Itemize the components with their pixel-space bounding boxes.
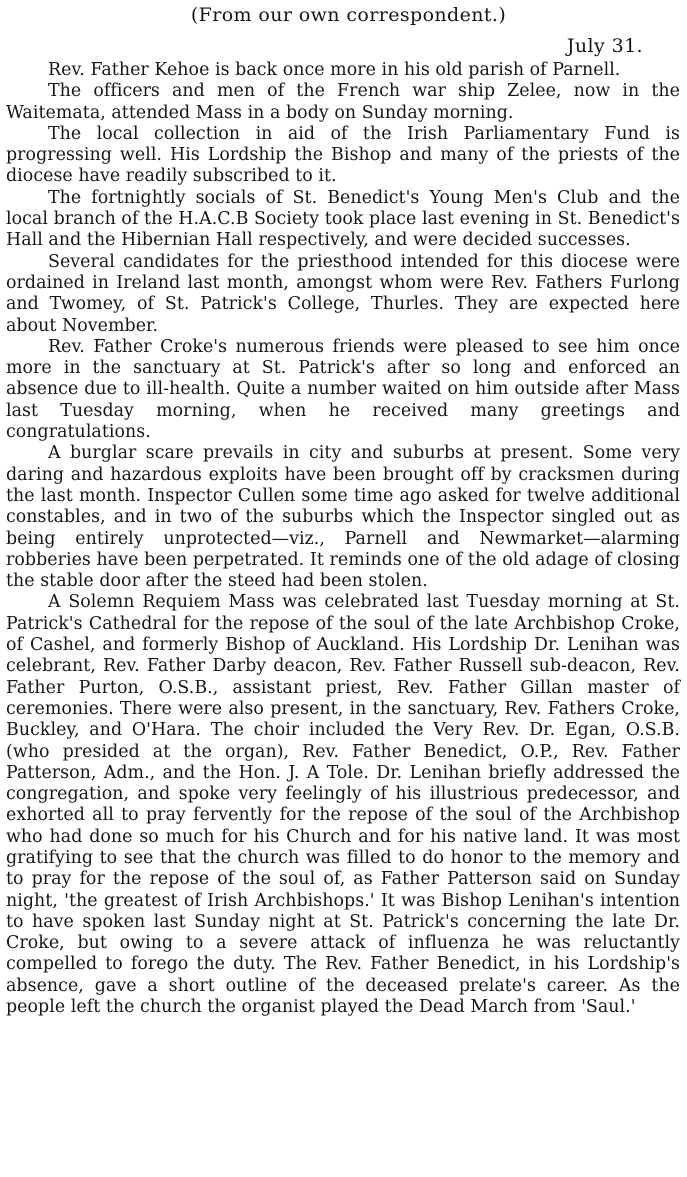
paragraph: Rev. Father Croke's numerous friends were pleased to see him once more in the sanctuary at St. Patrick's after so long and enforced an absence due to ill-health. Quite a number waited on him outside after Mass last Tuesday morning, when he received many greetings and congratulations. [6,336,680,443]
paragraph: The fortnightly socials of St. Benedict's Young Men's Club and the local branch of the H.A.C.B Society took place last evening in St. Benedict's Hall and the Hibernian Hall respectively, and were decided successes. [6,187,680,251]
byline: (From our own correspondent.) [190,4,507,26]
article-body [6,60,680,1018]
paragraph: Several candidates for the priesthood intended for this diocese were ordained in Ireland last month, amongst whom were Rev. Fathers Furlong and Twomey, of St. Patrick's College, Thurles. They are expected here about November. [6,251,680,336]
paragraph: The officers and men of the French war ship Zelee, now in the Waitemata, attended Mass in a body on Sunday morning. [6,81,680,123]
paragraph: Rev. Father Kehoe is back once more in his old parish of Parnell. [48,60,621,80]
paragraph: A burglar scare prevails in city and suburbs at present. Some very daring and hazardous exploits have been brought off by cracksmen during the last month. Inspector Cullen some time ago asked for twelve additional constables, and in two of the suburbs which the Inspector singled out as being entirely unprotected—viz., Parnell and Newmarket—alarming robberies have been perpetrated. It reminds one of the old adage of closing the stable door after the steed had been stolen. [6,443,680,592]
paragraph: A Solemn Requiem Mass was celebrated last Tuesday morning at St. Patrick's Cathedral for the repose of the soul of the late Archbishop Croke, of Cashel, and formerly Bishop of Auckland. His Lordship Dr. Lenihan was celebrant, Rev. Father Darby deacon, Rev. Father Russell sub-deacon, Rev. Father Purton, O.S.B., assistant priest, Rev. Father Gillan master of ceremonies. There were also present, in the sanctuary, Rev. Fathers Croke, Buckley, and O'Hara. The choir included the Very Rev. Dr. Egan, O.S.B. (who presided at the organ), Rev. Father Benedict, O.P., Rev. Father Patterson, Adm., and the Hon. J. A Tole. Dr. Lenihan briefly addressed the congregation, and spoke very feelingly of his illustrious predecessor, and exhorted all to pray fervently for the repose of the soul of the Archbishop who had done so much for his Church and for his native land. It was most gratifying to see that the church was filled to do honor to the memory and to pray for the repose of the soul of, as Father Patterson said on Sunday night, 'the greatest of Irish Archbishops.' It was Bishop Lenihan's intention to have spoken last Sunday night at St. Patrick's concerning the late Dr. Croke, but owing to a severe attack of influenza he was reluctantly compelled to forego the duty. The Rev. Father Benedict, in his Lordship's absence, gave a short outline of the deceased prelate's career. As the people left the church the organist played the Dead March from 'Saul.' [6,592,680,1018]
dateline: July 31. [566,35,643,57]
paragraph: The local collection in aid of the Irish Parliamentary Fund is progressing well. His Lordship the Bishop and many of the priests of the diocese have readily subscribed to it. [6,123,680,187]
